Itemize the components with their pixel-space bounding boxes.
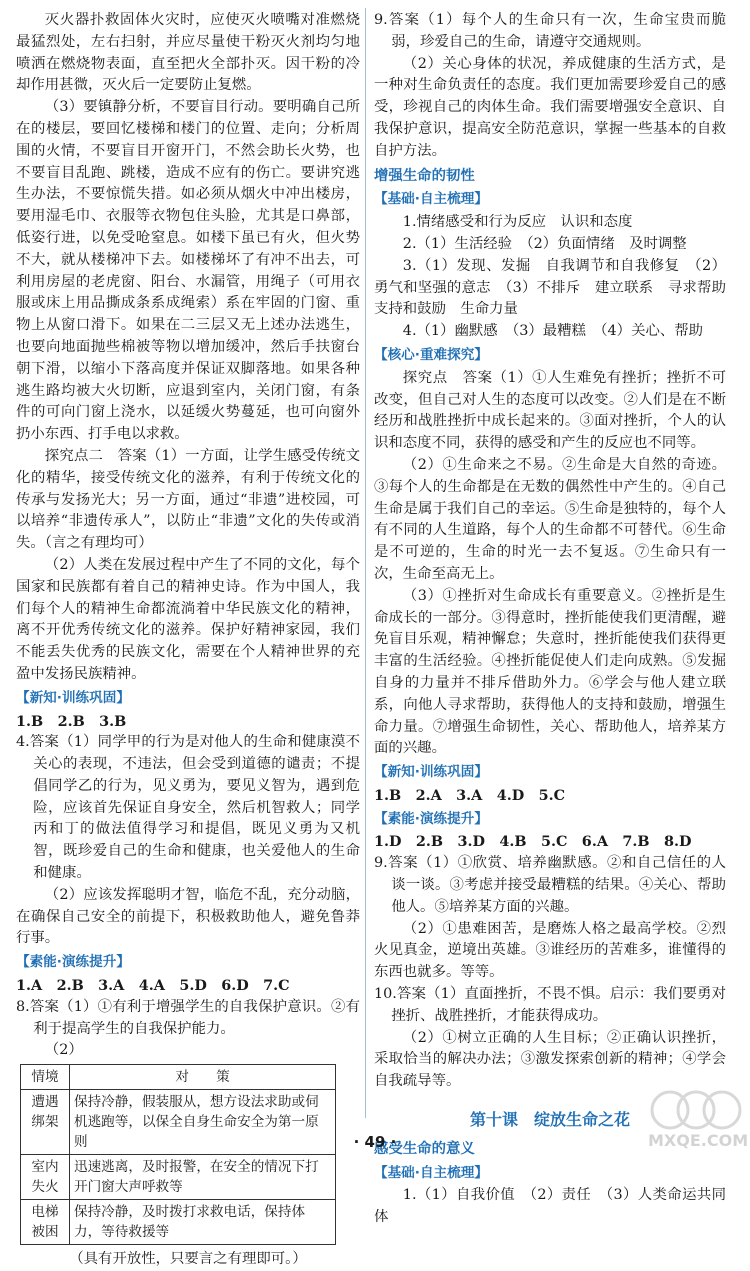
section-tag-basics: 【基础·自主梳理】	[374, 191, 488, 208]
table-row	[21, 1200, 336, 1245]
table-cell-strategy: 迅速逃离，及时报警，在安全的情况下打开门窗大声呼救等	[70, 1155, 336, 1200]
section-title-meaning: 感受生命的意义	[374, 1140, 475, 1157]
section-tag-practice: 【新知·训练巩固】	[16, 689, 130, 706]
basics-item-2: 2.（1）生活经验 （2）负面情绪 及时调整	[402, 235, 687, 252]
table-row	[21, 1155, 336, 1200]
strategy-table	[20, 1064, 336, 1245]
basics-item-4: 4.（1）幽默感 （3）最糟糕 （4）关心、帮助	[402, 323, 704, 340]
table-header-situation: 情境	[21, 1065, 70, 1090]
choice-answers-4: 1.D 2.B 3.D 4.B 5.C 6.A 7.B 8.D	[374, 833, 692, 851]
answer-q8-part2: （2）	[44, 1042, 83, 1059]
paragraph-explore-point-2: 探究点二 答案（1）一方面，让学生感受传统文化的精华，接受传统文化的滋养，有利于传统文化的传承与发扬光大；另一方面，通过“非遗”进校园，可以培养“非遗传承人”，以防止“非遗”文化的失传或消失。（言之有理均可）	[16, 447, 360, 552]
basics-item-3: 3.（1）发现、发掘 自我调节和自我修复 （2）勇气和坚强的意志 （3）不排斥 建立联系 寻求帮助 支持和鼓励 生命力量	[374, 257, 741, 318]
answer-q9-right-part2: （2）①患难困苦，是磨炼人格之最高学校。②烈火见真金，逆境出英雄。③谁经历的苦难多，谁懂得的东西也就多。等等。	[374, 920, 726, 981]
table-cell-strategy: 保持冷静，假装服从，想方设法求助或伺机逃跑等，以保全自身生命安全为第一原则	[70, 1090, 336, 1155]
answer-q8: 8.答案（1）①有利于增强学生的自我保护意识。②有利于提高学生的自我保护能力。	[16, 998, 360, 1037]
section-title-resilience: 增强生命的韧性	[374, 167, 475, 184]
explore-answer-1: 探究点 答案（1）①人生难免有挫折；挫折不可改变，但自己对人生的态度可以改变。②人们是在不断经历和战胜挫折中成长起来的。③面对挫折，个人的认识和态度不同，获得的感受和产生的反应也不同等。	[374, 369, 726, 452]
table-note: （具有开放性，只要言之有理即可。）	[69, 1251, 307, 1268]
table-cell-situation: 遭遇绑架	[21, 1090, 70, 1155]
watermark-text: MXQE.COM	[648, 1131, 749, 1150]
section-tag-basics: 【基础·自主梳理】	[374, 1164, 488, 1181]
answer-q9-right: 9.答案（1）①欣赏、培养幽默感。②和自己信任的人谈一谈。③考虑并接受最糟糕的结果。④关心、帮助他人。⑤培养某方面的兴趣。	[374, 855, 726, 915]
table-cell-situation: 室内失火	[21, 1155, 70, 1200]
table-header-strategy: 对 策	[70, 1065, 336, 1090]
watermark-icon	[648, 1088, 744, 1132]
answer-q9: 9.答案（1）每个人的生命只有一次，生命宝贵而脆弱，珍爱自己的生命，请遵守交通规则。	[374, 12, 726, 50]
section-tag-core: 【核心·重难探究】	[374, 346, 488, 363]
right-column	[374, 10, 741, 1229]
section-tag-improve: 【素能·演练提升】	[16, 954, 130, 971]
explore-answer-2: （2）①生命来之不易。②生命是大自然的奇迹。③每个人的生命都是在无数的偶然性中产生的。④自己生命是属于我们自己的幸运。⑤生命是独特的，每个人有不同的人生道路，每个人的生命都不可替代。⑥生命是不可逆的，生命的时光一去不复返。⑦生命只有一次，生命至高无上。	[374, 456, 726, 582]
paragraph-extinguisher: 灭火器扑救固体火灾时，应使灭火喷嘴对准燃烧最猛烈处，左右扫射，并应尽量使干粉灭火剂均匀地喷洒在燃烧物表面，直至把火全部扑灭。因干粉的冷却作用甚微，灭火后一定要防止复燃。	[16, 12, 360, 94]
answer-q10-part2: （2）①树立正确的人生目标；②正确认识挫折，采取恰当的解决办法；③激发探索创新的精神；④学会自我疏导等。	[374, 1029, 726, 1090]
table-cell-strategy: 保持冷静，及时拨打求救电话，保持体力，等待救援等	[70, 1200, 336, 1245]
choice-answers-2: 1.A 2.B 3.A 4.A 5.D 6.D 7.C	[16, 977, 290, 995]
choice-answers-3: 1.B 2.A 3.A 4.D 5.C	[374, 786, 566, 804]
left-column	[16, 10, 360, 1271]
page-number: · 49 ·	[353, 1133, 397, 1151]
table-cell-situation: 电梯被困	[21, 1200, 70, 1245]
answer-q9-part2: （2）关心身体的状况，养成健康的生活方式，是一种对生命负责任的态度。我们更加需要珍爱自己的感受，珍视自己的肉体生命。我们需要增强安全意识、自我保护意识，提高安全防范意识，掌握一些基本的自救自护方法。	[374, 55, 726, 159]
column-divider	[365, 8, 366, 1118]
answer-q4-part2: （2）应该发挥聪明才智，临危不乱，充分动脑，在确保自己安全的前提下，积极救助他人，避免鲁莽行事。	[16, 886, 360, 947]
basics-item-last: 1.（1）自我价值 （2）责任 （3）人类命运共同体	[374, 1187, 726, 1226]
answer-q10: 10.答案（1）直面挫折，不畏不惧。启示：我们要勇对挫折、战胜挫折，才能获得成功。	[374, 986, 726, 1024]
explore-answer-3: （3）①挫折对生命成长有重要意义。②挫折是生命成长的一部分。③得意时，挫折能使我们更清醒，避免盲目乐观，精神懈怠；失意时，挫折能使我们获得更丰富的生活经验。④挫折能促使人们走向成熟。⑤发掘自身的力量并不排斥借助外力。⑥学会与他人建立联系，向他人寻求帮助，获得他人的支持和鼓励，增强生命力量。⑦增强生命韧性，关心、帮助他人，培养某方面的兴趣。	[374, 587, 726, 757]
watermark-logo	[648, 1088, 749, 1152]
choice-answers-1: 1.B 2.B 3.B	[16, 712, 127, 730]
lesson-title: 第十课 绽放生命之花	[469, 1110, 630, 1130]
basics-item-1: 1.情绪感受和行为反应 认识和态度	[402, 214, 633, 231]
paragraph-traditional-culture: （2）人类在发展过程中产生了不同的文化，每个国家和民族都有着自己的精神史诗。作为中国人，我们每个人的精神生命都流淌着中华民族文化的精神，离不开优秀传统文化的滋养。保护好精神家园，我们不能丢失优秀的民族文化，需要在个人精神世界的充盈中发扬民族精神。	[16, 556, 360, 682]
paragraph-escape-methods: （3）要镇静分析，不要盲目行动。要明确自己所在的楼层，要回忆楼梯和楼门的位置、走向；分析周围的火情，不要盲目开窗开门，不然会助长火势，也不要盲目乱跑、跳楼，造成不应有的伤亡。要讲究逃生办法，不要惊慌失措。如必须从烟火中冲出楼房，要用湿毛巾、衣服等衣物包住头脸，尤其是口鼻部，低姿行进，以免受呛窒息。如楼下虽已有火，但火势不大，就从楼梯冲下去。如楼梯坏了有冲不出去，可利用房屋的老虎窗、阳台、水漏管，用绳子（可用衣服或床上用品撕成条系成绳索）系在牢固的门窗、重物上从窗口滑下。如果在二三层又无上述办法逃生，也要向地面抛些棉被等物以增加缓冲，然后手扶窗台朝下滑，以缩小下落高度并保证双脚落地。如果各种逃生路均被大火切断，应退到室内，关闭门窗，有条件的可向门窗上浇水，以延缓火势蔓延，也可向窗外扔小东西、打手电以求救。	[16, 99, 360, 443]
section-tag-practice: 【新知·训练巩固】	[374, 764, 488, 781]
answer-q4: 4.答案（1）同学甲的行为是对他人的生命和健康漠不关心的表现，不违法，但会受到道德的谴责；不提倡同学乙的行为，见义勇为，要见义智为，遇到危险，应该首先保证自身安全，然后机智救人；同学丙和丁的做法值得学习和提倡，既见义勇为又机智，既珍爱自己的生命和健康，也关爱他人的生命和健康。	[16, 734, 360, 882]
section-tag-improve: 【素能·演练提升】	[374, 810, 488, 827]
